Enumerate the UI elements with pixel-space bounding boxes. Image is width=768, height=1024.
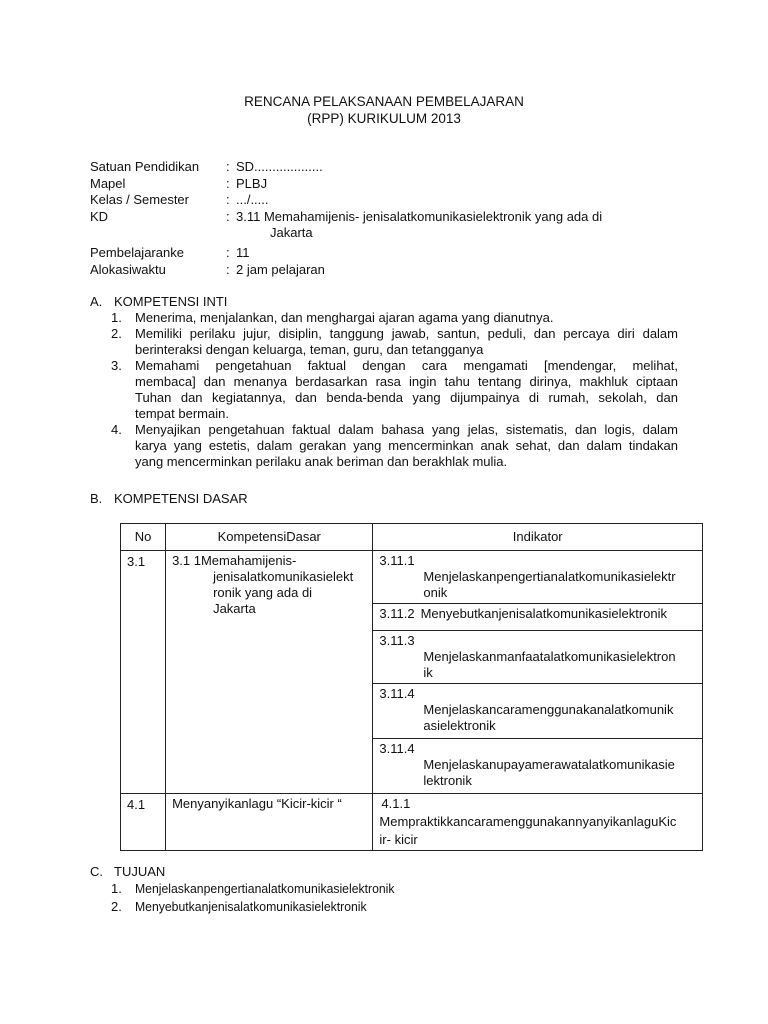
identity-colon: : [226,159,230,174]
identity-label: Alokasiwaktu [90,261,166,277]
list-number: 4. [111,422,122,437]
list-text-line: karya yang estetis, dalam gerakan yang mencerminkan anak sehat, dan dalam tindakan [135,438,678,453]
tujuan-list [111,881,411,917]
table-cell-indikator [373,631,703,684]
list-number: 2. [111,326,122,341]
indicator-desc: asielektronik [423,718,496,733]
identity-value: .../..... [236,192,269,207]
indicator-desc: Menjelaskanmanfaatalatkomunikasielektron [423,649,676,664]
list-text [135,310,678,326]
list-item [111,881,411,899]
list-number: 1. [111,881,122,896]
indicator-desc: Mempraktikkancaramenggunakannyanyikanlagu​Kic [379,814,677,829]
list-item [111,326,678,358]
list-text-line: tempat bermain. [135,406,229,421]
table-cell-indikator [373,604,703,631]
kompetensi-text: Jakarta [213,601,256,616]
indicator-desc: Menyebutkanjenisalatkomunikasielektronik [420,606,668,621]
identity-row-mapel [90,176,690,193]
identity-label: Satuan Pendidikan [90,159,200,174]
identity-colon: : [226,175,230,191]
indicator-desc: ir- kicir [379,832,418,847]
list-text-line: Menerima, menjalankan, dan menghargai ajaran agama yang dianutnya. [135,310,554,325]
kompetensi-text: jenisalatkomunikasielekt [213,569,354,584]
identity-row-alokasi [90,262,690,279]
document-title: RENCANA PELAKSANAAN PEMBELAJARAN [244,94,524,109]
table-cell-kompetensi: Menyanyikanlagu “Kicir-kicir “ [166,794,373,851]
list-text-line: Tuhan dan kegiatannya, dan benda-benda yang dijumpainya di rumah, sekolah, dan [135,390,678,405]
identity-colon: : [226,261,230,277]
list-text-line: yang mencerminkan perilaku anak beriman dan berakhlak mulia. [135,454,508,469]
identity-value: 11 [236,245,250,260]
kompetensi-text: ronik yang ada di [213,585,313,600]
identity-block [90,159,690,278]
list-text [135,422,678,470]
section-title: KOMPETENSI DASAR [114,491,248,506]
indicator-desc: onik [423,585,448,600]
indicator-desc: ik [423,665,433,680]
table-header-indikator: Indikator [373,524,703,551]
list-item [111,899,411,917]
table-cell-indikator [373,684,703,739]
table-header-kompetensi: KompetensiDasar [166,524,373,551]
indicator-code: 3.11.2 [379,606,415,621]
identity-row-kelas [90,192,690,209]
list-item [111,422,678,470]
list-item [111,358,678,422]
section-c-heading [90,864,165,880]
table-cell-indikator [373,794,703,851]
identity-colon: : [226,245,230,260]
identity-label: Kelas / Semester [90,192,189,207]
indicator-desc: lektronik [423,773,472,788]
list-text-line: Memahami pengetahuan faktual dengan cara mengamati [mendengar, melihat, [135,358,678,373]
kompetensi-dasar-table [120,523,703,851]
list-text-line: berinteraksi dengan keluarga, teman, guru, dan tetangganya [135,342,484,357]
indicator-desc: Menjelaskanpengertianalatkomunikasielektr [423,569,676,584]
list-text [135,326,678,358]
identity-colon: : [226,208,230,224]
table-header-no: No [121,524,166,551]
table-row [121,551,703,604]
list-text-line: membaca] dan menanya berdasarkan rasa ingin tahu tentang dirinya, makhluk ciptaan [135,374,678,389]
indicator-code: 3.11.1 [379,553,415,568]
indicator-code: 3.11.3 [379,633,415,648]
identity-row-kd [90,209,690,226]
identity-label: Mapel [90,175,126,191]
table-cell-indikator [373,739,703,794]
list-text-line: Menyajikan pengetahuan faktual dalam bahasa yang jelas, sistematis, dan logis, dalam [135,422,678,437]
table-cell-no: 4.1 [121,794,166,851]
indicator-desc: Menjelaskancaramenggunakanalatkomunik [423,702,674,717]
indicator-code: 3.11.4 [379,686,415,701]
list-text: Menyebutkanjenisalatkomunikasielektronik [135,899,367,914]
identity-value: PLBJ [236,175,268,191]
identity-value: 3.11 Memahamijenis- jenisalatkomunikasielektronik yang ada di [236,208,603,224]
section-title: KOMPETENSI INTI [114,294,228,309]
identity-colon: : [226,192,230,207]
table-cell-indikator [373,551,703,604]
indicator-code: 3.11.4 [379,741,415,756]
list-number: 2. [111,899,122,914]
section-letter: C. [90,864,103,879]
list-number: 3. [111,358,122,373]
identity-label: Pembelajaranke [90,245,184,260]
identity-value: SD................... [236,159,323,174]
list-text: Menjelaskanpengertianalatkomunikasielektronik [135,881,395,896]
list-item [111,310,678,326]
list-number: 1. [111,310,122,325]
list-text-line: Memiliki perilaku jujur, disiplin, tanggung jawab, santun, peduli, dan percaya diri dalam [135,326,678,341]
section-letter: A. [90,294,103,309]
document-subtitle: (RPP) KURIKULUM 2013 [307,111,461,126]
identity-kd-continuation: Jakarta [270,225,313,240]
identity-row-satuan [90,159,690,176]
indicator-code: 4.1.1 [381,796,411,811]
list-text [135,358,678,422]
section-letter: B. [90,491,103,506]
table-header-row [121,524,703,551]
identity-value: 2 jam pelajaran [236,261,325,277]
identity-row-pembelajaran [90,245,690,262]
section-title: TUJUAN [114,864,166,879]
kompetensi-inti-list [111,310,678,470]
identity-label: KD [90,208,109,224]
document-header [0,93,768,127]
section-b-heading [90,491,248,507]
indicator-desc: Menjelaskanupayamerawatalatkomunikasie [423,757,675,772]
table-cell-no: 3.1 [121,551,166,794]
kompetensi-text: 3.1 1Memahamijenis- [172,553,297,568]
table-cell-kompetensi [166,551,373,794]
table-row [121,794,703,851]
section-a-heading [90,294,227,310]
